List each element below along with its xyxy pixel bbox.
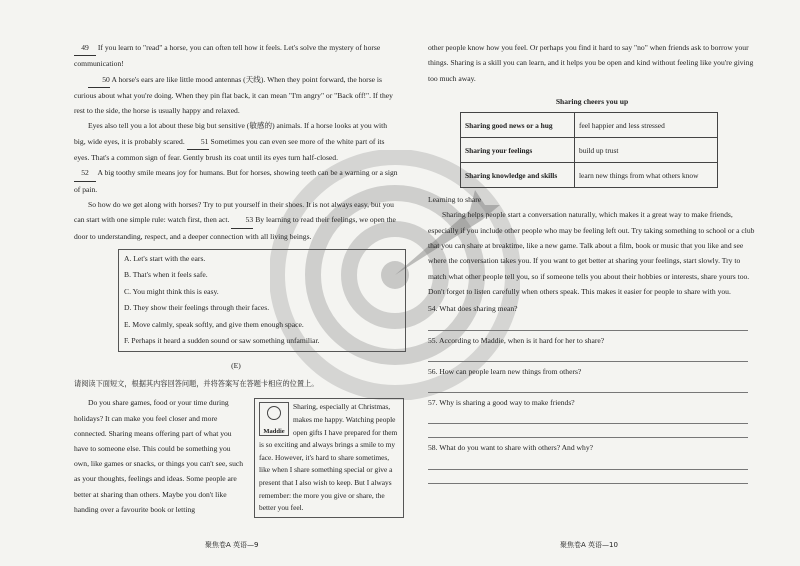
- question-56: 56. How can people learn new things from others?: [428, 366, 582, 376]
- blank-51: 51: [187, 134, 209, 150]
- table-row: [461, 113, 718, 138]
- paragraph-51: Eyes also tell you a lot about these big but sensitive (敏感的) animals. If a horse looks at you with big, wide eyes, it is probably scared. 51 Sometimes you can even see more of the white part of its eyes. That's a common sign of fear. Gently brush its coat until its eyes turn half-closed.: [74, 121, 388, 163]
- option-a: A. Let's start with the ears.: [124, 253, 206, 263]
- answer-line[interactable]: [428, 348, 748, 362]
- option-b: B. That's when it feels safe.: [124, 270, 208, 280]
- answer-line[interactable]: [428, 456, 748, 470]
- avatar-name: Maddie: [263, 428, 285, 436]
- answer-line[interactable]: [428, 379, 748, 393]
- blank-50: 50: [88, 72, 110, 88]
- girl-face-icon: [267, 406, 281, 420]
- table-row: [461, 163, 718, 188]
- answer-line[interactable]: [428, 424, 748, 438]
- question-57: 57. Why is sharing a good way to make friends?: [428, 398, 575, 408]
- paragraph-49: 49 If you learn to "read" a horse, you can often tell how it feels. Let's solve the mystery of horse communication!: [74, 40, 398, 72]
- sharing-table: [460, 112, 718, 188]
- quote-text: Sharing, especially at Christmas, makes me happy. Watching people open gifts I have prepared for them is so exciting and always brings a smile to my face. However, it's hard to share sometimes, like when I share something special or give a present that I also wish to keep. But I always remember: the more you give or share, the better you feel.: [259, 402, 398, 513]
- table-cell: feel happier and less stressed: [575, 113, 718, 138]
- section-label: (E): [231, 360, 241, 370]
- answer-line[interactable]: [428, 317, 748, 331]
- avatar: [259, 402, 289, 436]
- answer-line[interactable]: [428, 410, 748, 424]
- table-cell: Sharing good news or a hug: [461, 113, 575, 138]
- table-cell: Sharing your feelings: [461, 138, 575, 163]
- paragraph-52: 52 A big toothy smile means joy for humans. But for horses, showing teeth can be a warning or a sign of pain.: [74, 165, 398, 197]
- instruction: 请阅读下面短文，根据其内容回答问题，并将答案写在答题卡相应的位置上。: [74, 379, 319, 389]
- blank-53: 53: [231, 212, 253, 228]
- table-cell: learn new things from what others know: [575, 163, 718, 188]
- blank-52: 52: [74, 165, 96, 181]
- blank-49: 49: [74, 40, 96, 56]
- table-cell: build up trust: [575, 138, 718, 163]
- question-54: 54. What does sharing mean?: [428, 304, 518, 314]
- main-paragraph: Sharing helps people start a conversation naturally, which makes it a great way to make friends, especially if you include other people who may be feeling left out. Try taking something to school or a club that you can share at breaktime, like a new game. Talk about a film, book or music that you like and see where the conversation takes you. If you want to get better at sharing your feelings, start slowly. Try to match what other people tell you, so if someone tells you about their hobbies or interests, share yours too. Don't forget to listen carefully when others speak. This makes it easier for people to share with you.: [428, 210, 755, 296]
- maddie-quote-box: [254, 398, 404, 517]
- option-f: F. Perhaps it heard a sudden sound or saw something unfamiliar.: [124, 336, 320, 346]
- options-box: [118, 249, 406, 352]
- table-title: Sharing cheers you up: [555, 96, 629, 106]
- story-block: [74, 395, 398, 545]
- option-d: D. They show their feelings through their faces.: [124, 303, 270, 313]
- paragraph-50: 50 A horse's ears are like little mood antennas (天线). When they point forward, the horse is curious about what you're doing. When they pin flat back, it can mean "I'm angry" or "Back off!". If they rest to the side, the horse is usually happy and relaxed.: [74, 72, 398, 119]
- question-55: 55. According to Maddie, when is it hard for her to share?: [428, 335, 605, 345]
- answer-line[interactable]: [428, 470, 748, 484]
- option-e: E. Move calmly, speak softly, and give them enough space.: [124, 319, 304, 329]
- continuation-paragraph: other people know how you feel. Or perhaps you find it hard to say "no" when friends ask to borrow your things. Sharing is a skill you can learn, and it helps you be open and kind without feeling like you're giving too much away.: [428, 43, 754, 83]
- question-58: 58. What do you want to share with others? And why?: [428, 443, 593, 453]
- footer-left: 聚焦卷A 英语—9: [205, 541, 259, 549]
- story-text: Do you share games, food or your time during holidays? It can make you feel closer and more connected. Sharing means offering part of what you have to someone else. This could be something you own, like games or snacks, or things you can't see, such as your thoughts, feelings and ideas. Some people are better at sharing than others. Maybe you don't like handing over a favourite book or letting: [74, 398, 244, 514]
- paragraph-53: So how do we get along with horses? Try to put yourself in their shoes. It is not always easy, but you can start with one simple rule: watch first, then act. 53 By learning to read their feelings, we open the door to understanding, respect, and a deeper connection with all living beings.: [74, 199, 396, 241]
- table-cell: Sharing knowledge and skills: [461, 163, 575, 188]
- table-row: [461, 138, 718, 163]
- right-page: [428, 0, 756, 484]
- option-c: C. You might think this is easy.: [124, 286, 219, 296]
- left-page: [74, 0, 398, 545]
- footer-right: 聚焦卷A 英语—10: [560, 541, 618, 549]
- subheading: Learning to share: [428, 195, 482, 205]
